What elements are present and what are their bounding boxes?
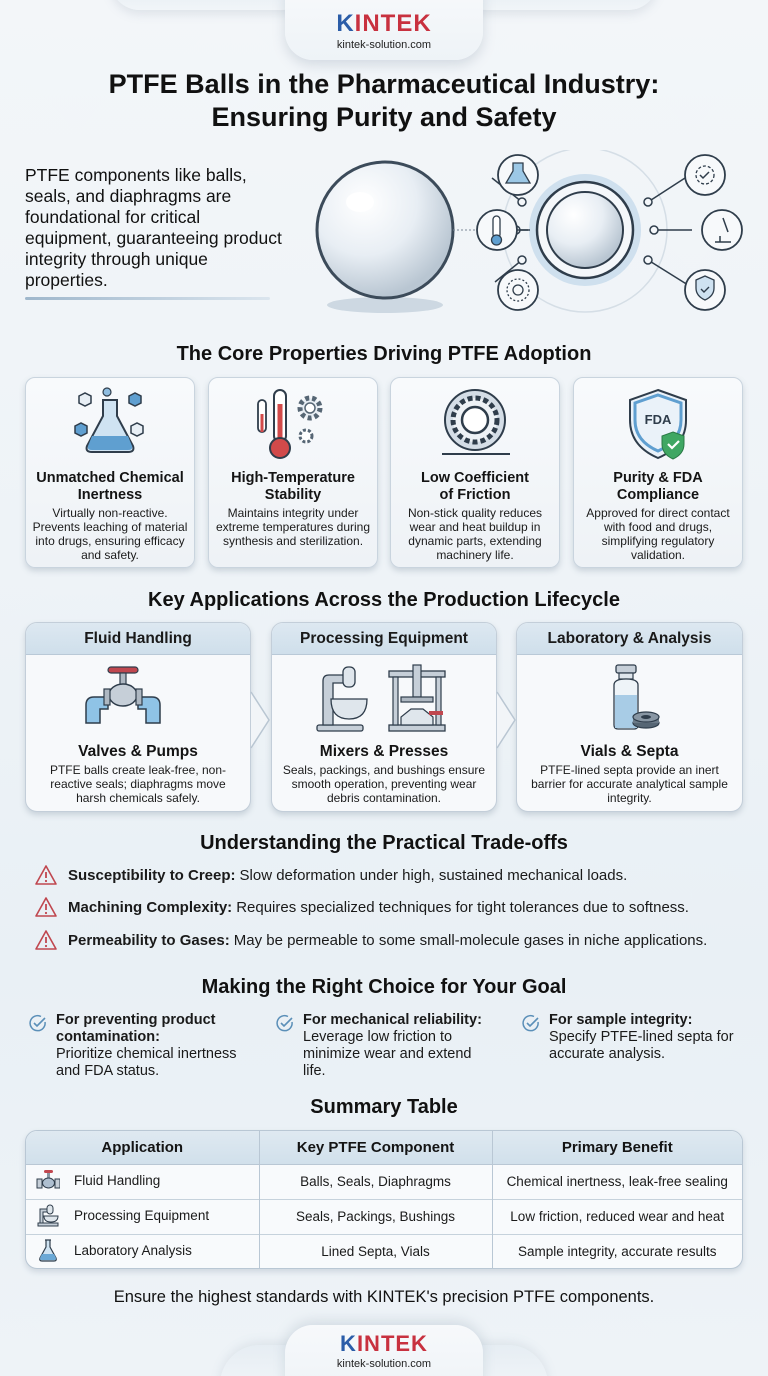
card-description: Virtually non-reactive. Prevents leaching of material into drugs, ensuring efficacy and safety. [32,506,188,562]
choice-text-2: minimize wear and extend [303,1046,472,1062]
column-header: Primary Benefit [492,1131,742,1164]
cell-text: Laboratory Analysis [74,1243,192,1259]
brand-logo-top[interactable] [284,12,484,51]
footer-tagline: Ensure the highest standards with KINTEK's precision PTFE components. [113,1288,655,1306]
flow-arrow-icon [493,690,521,750]
choice-text: Specify PTFE-lined septa for [549,1029,734,1045]
table-cell-application [26,1164,259,1199]
divider [25,297,270,300]
intro-text: PTFE components like balls, seals, and diaphragms are foundational for critical equipment, guaranteeing product integrity through unique properties. [25,165,282,290]
table-row [26,1234,742,1269]
choice-item-mechanical [275,1012,505,1080]
table-cell-benefit: Low friction, reduced wear and heat [492,1199,742,1234]
flow-arrow-icon [247,690,275,750]
choice-text-2: and FDA status. [56,1063,160,1079]
choice-text: Leverage low friction to [303,1029,453,1045]
table-cell-component: Lined Septa, Vials [259,1234,492,1269]
app-card-header: Laboratory & Analysis [517,623,742,655]
app-card-description: PTFE-lined septa provide an inert barrier for accurate analytical sample integrity. [531,763,728,805]
brand-name: KINTEK [336,10,432,37]
valve-icon [26,655,250,741]
choice-text-2: accurate analysis. [549,1046,666,1062]
card-title: Unmatched Chemical [36,470,184,486]
fda-label: FDA [644,412,672,427]
hero-illustration [300,150,768,330]
section-title-summary: Summary Table [310,1096,458,1118]
table-cell-component: Seals, Packings, Bushings [259,1199,492,1234]
card-description: Non-stick quality reduces wear and heat buildup in dynamic parts, extending machinery life. [407,506,543,562]
table-cell-benefit: Sample integrity, accurate results [492,1234,742,1269]
tradeoff-item [34,929,707,951]
card-title: Purity & FDA [613,470,703,486]
card-description: Maintains integrity under extreme temperatures during synthesis and sterilization. [215,506,371,548]
card-title: High-Temperature [231,470,355,486]
check-circle-icon [521,1013,541,1033]
brand-logo-bottom[interactable] [284,1333,484,1370]
card-title-2: Stability [264,487,322,503]
mixer-icon [36,1203,62,1230]
warning-icon [34,864,58,886]
mixer-press-icon [272,655,496,741]
card-title-2: Compliance [616,487,700,503]
thermometer-gear-icon [209,378,377,470]
property-card-low-friction [390,377,560,568]
table-cell-application [26,1234,259,1269]
property-card-fda-compliance [573,377,743,568]
tradeoff-text: May be permeable to some small-molecule gases in niche applications. [233,931,708,949]
application-card-laboratory-analysis [516,622,743,812]
tradeoff-text: Slow deformation under high, sustained mechanical loads. [239,866,628,884]
table-cell-benefit: Chemical inertness, leak-free sealing [492,1164,742,1199]
property-card-high-temperature [208,377,378,568]
app-card-header: Processing Equipment [272,623,496,655]
card-title-2: of Friction [439,487,511,503]
brand-url[interactable]: kintek-solution.com [336,39,432,51]
table-row [26,1164,742,1199]
table-row [26,1199,742,1234]
cell-text: Fluid Handling [74,1173,161,1189]
tradeoff-item [34,864,627,886]
brand-url[interactable]: kintek-solution.com [336,1358,432,1370]
app-card-title: Vials & Septa [580,743,679,760]
tradeoff-label: Permeability to Gases: [68,931,230,949]
warning-icon [34,929,58,951]
microscope-icon [702,210,742,250]
tradeoff-item [34,896,689,918]
section-title-properties: The Core Properties Driving PTFE Adoption [176,343,592,365]
vial-septa-icon [517,655,742,741]
choice-label: For mechanical reliability: [303,1012,482,1028]
application-card-processing-equipment [271,622,497,812]
valve-icon [36,1169,62,1194]
tradeoff-label: Susceptibility to Creep: [68,866,236,884]
bearing-icon [498,270,538,310]
bearing-icon [391,378,559,470]
card-title: Low Coefficient [421,470,529,486]
check-circle-icon [28,1013,48,1033]
title-line-2: Ensuring Purity and Safety [211,102,557,132]
column-header: Application [26,1131,259,1164]
table-cell-application [26,1199,259,1234]
choice-text: Prioritize chemical inertness [56,1046,237,1062]
app-card-header: Fluid Handling [26,623,250,655]
choice-text-3: life. [303,1063,326,1079]
title-line-1: PTFE Balls in the Pharmaceutical Industry: [108,69,660,99]
app-card-title: Valves & Pumps [78,743,198,760]
section-title-choices: Making the Right Choice for Your Goal [201,976,567,998]
card-title-2: Inertness [77,487,143,503]
section-title-tradeoffs: Understanding the Practical Trade-offs [200,832,568,854]
cell-text: Processing Equipment [74,1208,210,1224]
choice-item-sample [521,1012,751,1063]
tradeoff-text: Requires specialized techniques for tight tolerances due to softness. [236,898,689,916]
flask-molecules-icon [26,378,194,470]
app-card-description: Seals, packings, and bushings ensure smooth operation, preventing wear debris contamination. [282,763,486,805]
fda-shield-icon [574,378,742,470]
choice-label: For sample integrity: [549,1012,693,1028]
summary-table [25,1130,743,1269]
choice-item-contamination [28,1012,258,1080]
check-circle-icon [275,1013,295,1033]
section-title-applications: Key Applications Across the Production Lifecycle [148,589,620,611]
flask-icon [36,1238,62,1265]
card-description: Approved for direct contact with food and drugs, simplifying regulatory validation. [586,506,730,562]
column-header: Key PTFE Component [259,1131,492,1164]
tradeoff-label: Machining Complexity: [68,898,233,916]
table-cell-component: Balls, Seals, Diaphragms [259,1164,492,1199]
app-card-title: Mixers & Presses [319,743,449,760]
app-card-description: PTFE balls create leak-free, non-reactive seals; diaphragms move harsh chemicals safely. [49,763,227,805]
choice-label-2: contamination: [56,1029,160,1045]
page-title [0,68,768,134]
brand-name: KINTEK [340,1331,428,1356]
warning-icon [34,896,58,918]
application-card-fluid-handling [25,622,251,812]
choice-label: For preventing product [56,1012,216,1028]
property-card-chemical-inertness [25,377,195,568]
